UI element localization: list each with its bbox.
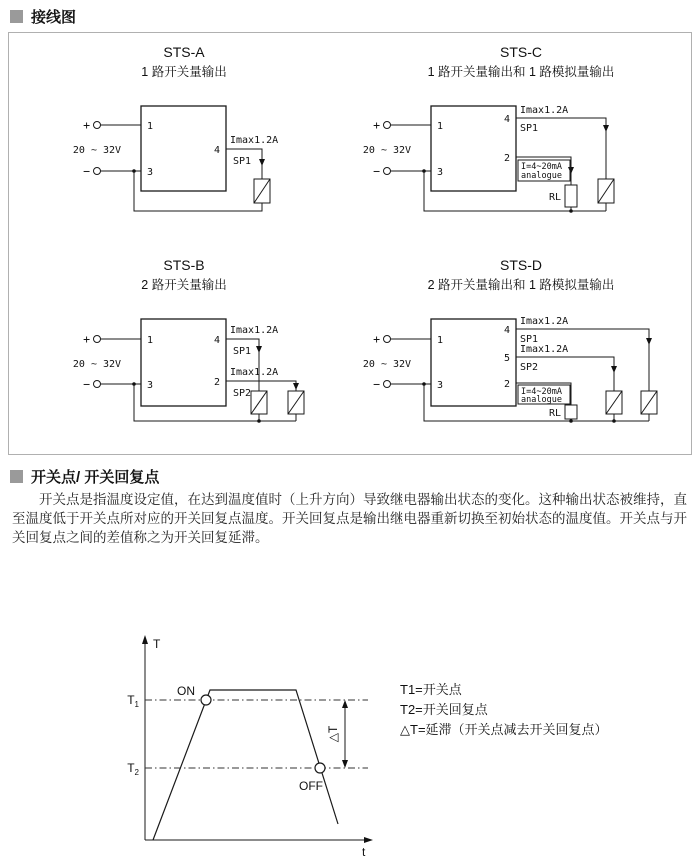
t2-sub: 2 [134,768,139,777]
diagram-title: STS-D [500,257,542,273]
junction-dot [422,382,426,386]
pin-1: 1 [147,335,154,346]
section-bullet-icon [10,470,23,483]
delta-t-label: △T [326,725,340,743]
sp1-label: SP1 [520,123,539,134]
junction-dot [569,419,573,423]
minus-terminal [94,381,101,388]
pin-3: 3 [147,380,154,391]
analogue-label: analogue [521,395,562,405]
relay-diagonal [606,391,622,414]
plus-terminal [94,336,101,343]
analog-label-box [518,385,570,405]
load-resistor [549,185,577,207]
graph-legend [400,680,608,740]
section-bullet-icon [10,10,23,23]
sp1-label: SP1 [233,156,252,167]
pin-3: 3 [437,380,444,391]
relay-diagonal [598,179,614,203]
plus-terminal [384,336,391,343]
relay-diagonal [251,391,267,414]
legend-line-delta: △T=延滞（开关点减去开关回复点） [400,722,608,737]
rl-label: RL [548,408,561,419]
resistor-body [565,405,577,419]
delta-t-arrow-down-icon [342,760,348,768]
load-resistor [549,405,577,419]
minus-terminal-label: − [83,164,90,178]
hysteresis-graph [0,628,700,863]
delta-t-arrow-up-icon [342,700,348,708]
imax-label: Imax1.2A [230,367,279,378]
imax-label: Imax1.2A [230,325,279,336]
diagram-sts-a [73,44,278,211]
minus-terminal-label: − [373,164,380,178]
sp2-label: SP2 [233,388,252,399]
imax-label: Imax1.2A [520,105,569,116]
pin-3: 3 [437,167,444,178]
t2-axis-label [127,761,139,777]
relay-symbol [606,391,622,414]
rl-label: RL [548,192,561,203]
pin-2: 2 [503,379,510,390]
diagram-title: STS-A [163,44,205,60]
legend-line-t1: T1=开关点 [400,682,462,697]
imax-label: Imax1.2A [520,344,569,355]
junction-dot [257,419,261,423]
supply-voltage-label: 20 ~ 32V [362,145,412,156]
t2-base: T [127,761,135,775]
plus-terminal [94,122,101,129]
diagram-subtitle: 2 路开关量输出和 1 路模拟量输出 [427,278,615,292]
on-point-marker [201,695,211,705]
off-label: OFF [299,779,323,793]
current-arrow-icon [259,159,265,166]
relay-diagonal [288,391,304,414]
plus-terminal [384,122,391,129]
minus-terminal [94,168,101,175]
on-label: ON [177,684,195,698]
temperature-curve [153,690,338,840]
current-arrow-icon [293,383,299,390]
switchpoint-section-header [10,466,159,487]
switchpoint-section-title: 开关点/ 开关回复点 [31,469,160,486]
hysteresis-plot [127,635,373,859]
analog-label-box [518,160,570,181]
current-arrow-icon [568,167,574,174]
relay-symbol [598,179,614,203]
minus-terminal [384,168,391,175]
diagram-title: STS-B [163,257,205,273]
pin-4: 4 [213,335,220,346]
wiring-diagrams-svg [9,33,691,454]
y-axis-label: T [153,637,161,651]
relay-symbol [641,391,657,414]
supply-voltage-label: 20 ~ 32V [72,145,122,156]
relay-diagonal [641,391,657,414]
analog-current-label: I=4~20mA [521,387,562,397]
current-arrow-icon [646,338,652,345]
x-axis-arrow-icon [364,837,373,843]
wiring-diagrams-panel [8,32,692,455]
pin-4: 4 [213,145,220,156]
pin-1: 1 [437,121,444,132]
switchpoint-paragraph: 开关点是指温度设定值，在达到温度值时（上升方向）导致继电器输出状态的变化。这种输出状态被维持，直至温度低于开关点所对应的开关回复点温度。开关回复点是输出继电器重新切换至初始状态的温度值。开关点与开关回复点之间的差值称之为开关回复延滞。 [12,492,687,545]
sp1-label: SP1 [233,346,252,357]
legend-line-t2: T2=开关回复点 [400,702,488,717]
pin-4: 4 [503,325,510,336]
diagram-sts-d [363,257,657,423]
t1-sub: 1 [134,700,139,709]
plus-terminal-label: + [83,332,90,346]
diagram-subtitle: 2 路开关量输出 [141,278,227,292]
pin-5: 5 [503,353,510,364]
junction-dot [569,209,573,213]
t1-base: T [127,693,135,707]
diagram-subtitle: 1 路开关量输出 [141,65,227,79]
pin-2: 2 [503,153,510,164]
junction-dot [612,419,616,423]
minus-terminal-label: − [373,377,380,391]
diagram-title: STS-C [500,44,542,60]
junction-dot [422,169,426,173]
diagram-sts-b [73,257,304,423]
relay-diagonal [254,179,270,203]
current-arrow-icon [256,346,262,353]
device-box [141,319,226,406]
diagram-subtitle: 1 路开关量输出和 1 路模拟量输出 [427,65,615,79]
current-arrow-icon [603,125,609,132]
diagram-sts-c [363,44,615,213]
minus-terminal [384,381,391,388]
analog-current-label: I=4~20mA [521,162,562,172]
current-arrow-icon [611,366,617,373]
hysteresis-graph-svg [0,628,700,863]
supply-voltage-label: 20 ~ 32V [72,359,122,370]
junction-dot [132,382,136,386]
imax-label: Imax1.2A [520,316,569,327]
sp1-label: SP1 [520,334,539,345]
wiring-section-title: 接线图 [31,9,77,26]
t1-axis-label [127,693,139,709]
imax-label: Imax1.2A [230,135,279,146]
pin-3: 3 [147,167,154,178]
wiring-section-header [10,6,76,27]
pin-1: 1 [147,121,154,132]
supply-voltage-label: 20 ~ 32V [362,359,412,370]
plus-terminal-label: + [373,118,380,132]
off-point-marker [315,763,325,773]
relay-symbol [254,179,270,203]
sp2-label: SP2 [520,362,539,373]
minus-terminal-label: − [83,377,90,391]
pin-1: 1 [437,335,444,346]
plus-terminal-label: + [373,332,380,346]
x-axis-label: t [362,845,366,859]
y-axis-arrow-icon [142,635,148,644]
relay-symbol [251,391,267,414]
return-wire [134,384,296,421]
junction-dot [132,169,136,173]
plus-terminal-label: + [83,118,90,132]
resistor-body [565,185,577,207]
analogue-label: analogue [521,171,562,181]
pin-2: 2 [213,377,220,388]
pin-4: 4 [503,114,510,125]
relay-symbol [288,391,304,414]
